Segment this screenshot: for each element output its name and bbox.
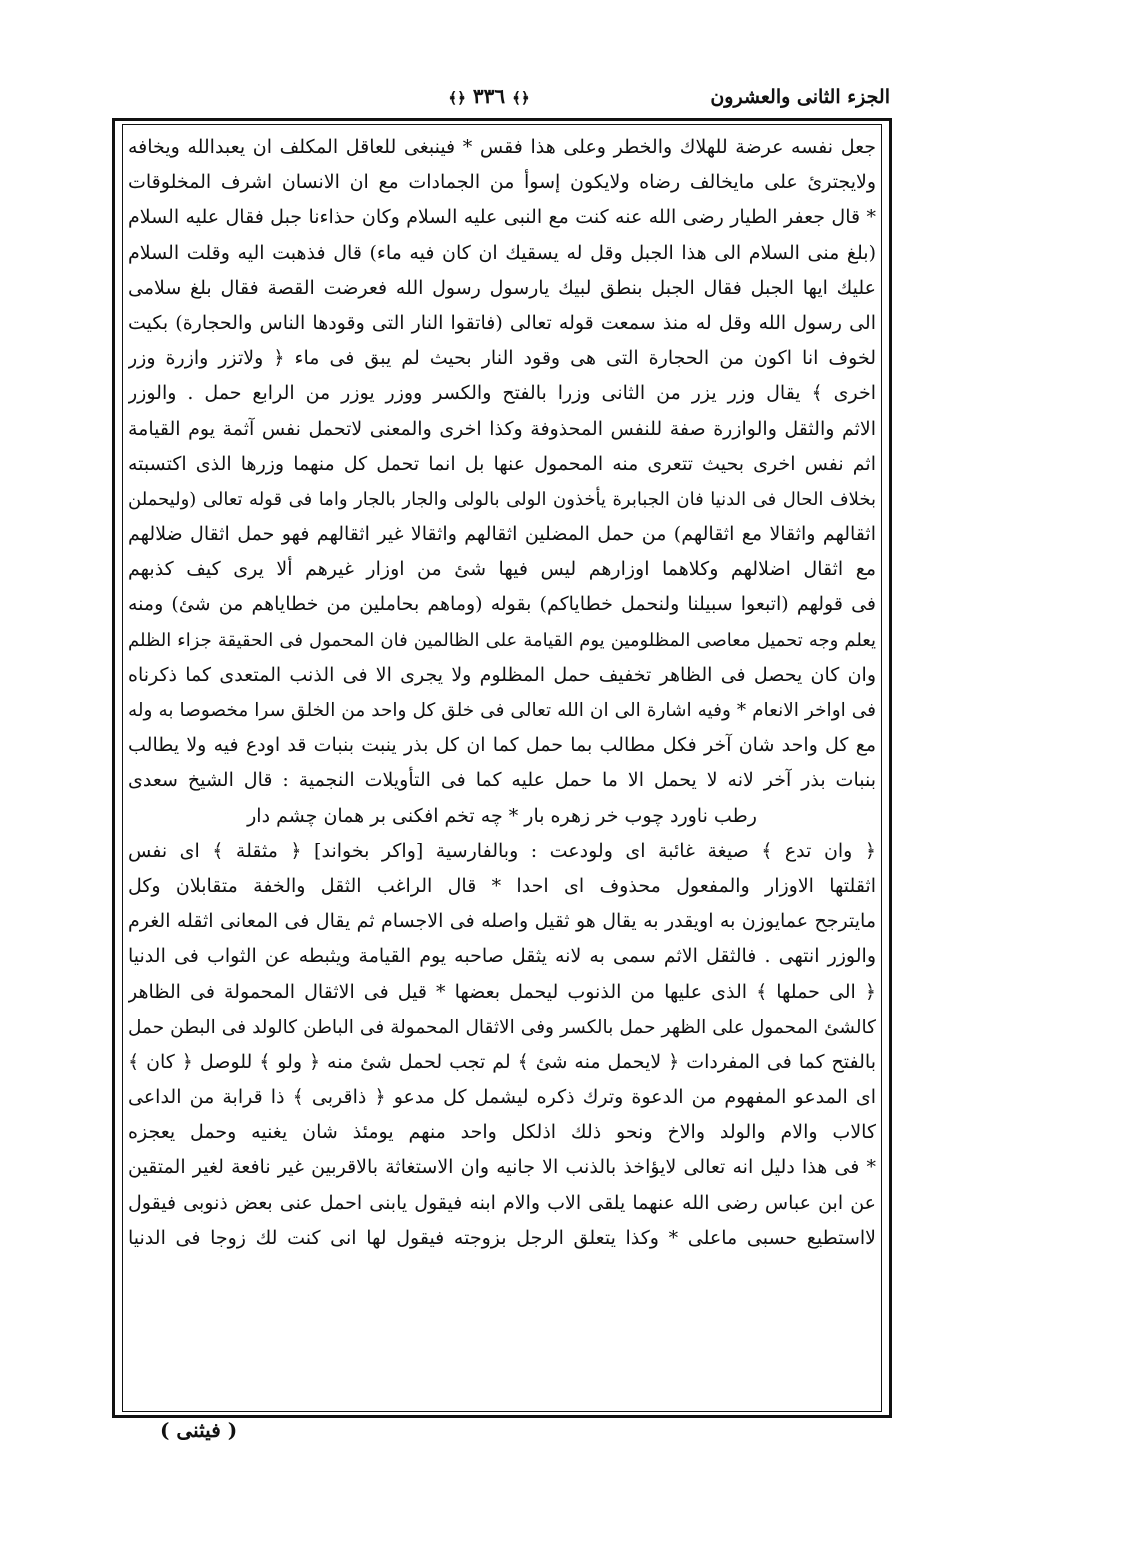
text-line: ﴿ الى حملها ﴾ الذى عليها من الذنوب ليحمل بعضها * قيل فى الاثقال المحمولة فى الظاهر xyxy=(128,980,876,1003)
text-line: * قال جعفر الطيار رضى الله عنه كنت مع النبى عليه السلام وكان حذاءنا جبل فقال عليه السلام xyxy=(128,206,876,229)
text-line: الى رسول الله وقل له منذ سمعت قوله تعالى (فاتقوا النار التى وقودها الناس والحجارة) بكيت xyxy=(128,311,876,334)
text-line: بالفتح كما فى المفردات ﴿ لايحمل منه شئ ﴾ لم تجب لحمل شئ منه ﴿ ولو ﴾ للوصل ﴿ كان ﴾ xyxy=(128,1050,876,1073)
ornament-right-icon: ﴿﴾ xyxy=(512,88,530,107)
main-text-block xyxy=(128,130,876,1256)
text-line: والوزر انتهى . فالثقل الاثم سمى به لانه يثقل صاحبه يوم القيامة ويثبطه عن الثواب فى الدنيا xyxy=(128,945,876,968)
text-line: اثقالهم واثقالا مع اثقالهم) من حمل المضلين اثقالهم واثقالا غير اثقالهم فهو حمل اثقال ضلالهم xyxy=(128,523,876,546)
text-line: اى المدعو المفهوم من الدعوة وترك ذكره ليشمل كل مدعو ﴿ ذاقربى ﴾ ذا قرابة من الداعى xyxy=(128,1086,876,1109)
text-line: * فى هذا دليل انه تعالى لايؤاخذ بالذنب الا جانيه وان الاستغاثة بالاقربين غير نافعة لغير المتقين xyxy=(128,1156,876,1179)
text-line: بنبات بذر آخر لانه لا يحمل الا ما حمل عليه كما فى التأويلات النجمية : قال الشيخ سعدى xyxy=(128,769,876,792)
text-line: ولايجترئ على مايخالف رضاه ولايكون إسوأ من الجمادات مع ان الانسان اشرف المخلوقات xyxy=(128,171,876,194)
page-number-block xyxy=(424,84,554,108)
text-line: اخرى ﴾ يقال وزر يزر من الثانى وزرا بالفتح والكسر ووزر يوزر من الرابع حمل . والوزر xyxy=(128,382,876,405)
text-line: بخلاف الحال فى الدنيا فان الجبابرة يأخذون الولى بالولى والجار بالجار واما فى قوله تعالى (وليحملن xyxy=(128,488,876,510)
catchword: ( فيثنى ) xyxy=(160,1418,238,1442)
text-line: الاثم والثقل والوازرة صفة للنفس المحذوفة وكذا اخرى والمعنى لاتحمل نفس آثمة يوم القيامة xyxy=(128,417,876,440)
running-head-title: الجزء الثانى والعشرون xyxy=(710,86,890,108)
text-line: ﴿ وان تدع ﴾ صيغة غائبة اى ولودعت : وبالفارسية [واكر بخواند] ﴿ مثقلة ﴾ اى نفس xyxy=(128,839,876,862)
page-header xyxy=(110,82,890,118)
ornament-left-icon: ﴿﴾ xyxy=(448,88,466,107)
text-line: مايترجح عمايوزن به اويقدر به يقال هو ثقيل واصله فى الاجسام ثم يقال فى المعانى اثقله الغرم xyxy=(128,910,876,933)
text-line: (بلغ منى السلام الى هذا الجبل وقل له يسقيك ان كان فيه ماء) قال فذهبت اليه وقلت السلام xyxy=(128,241,876,264)
text-line: مع اثقال اضلالهم وكلاهما اوزارهم ليس فيها شئ من اوزار غيرهم ألا يرى كيف كذبهم xyxy=(128,558,876,581)
text-line: كالشئ المحمول على الظهر حمل بالكسر وفى الاثقال المحمولة فى الباطن كالولد فى البطن حمل xyxy=(128,1016,876,1038)
text-line: وان كان يحصل فى الظاهر تخفيف حمل المظلوم ولا يجرى الا فى الذنب المتعدى كما ذكرناه xyxy=(128,663,876,686)
text-line: عليك ايها الجبل فقال الجبل بنطق لبيك يارسول رسول الله فعرضت القصة فقال بلغ سلامى xyxy=(128,276,876,299)
poem-verse-line: رطب ناورد چوب خر زهره بار * چه تخم افكنى بر همان چشم دار xyxy=(247,804,757,827)
page-number: ٣٣٦ xyxy=(472,84,506,108)
text-line: فى قولهم (اتبعوا سبيلنا ولنحمل خطاياكم) بقوله (وماهم بحاملين من خطاياهم من شئ) ومنه xyxy=(128,593,876,616)
text-line: لخوف انا اكون من الحجارة التى هى وقود النار بحيث لم يبق فى ماء ﴿ ولاتزر وازرة وزر xyxy=(128,347,876,370)
text-line: لااستطيع حسبى ماعلى * وكذا يتعلق الرجل بزوجته فيقول لها انى كنت لك زوجا فى الدنيا xyxy=(128,1226,876,1249)
text-line: مع كل واحد شان آخر فكل مطالب بما حمل كما ان كل بذر ينبت بنبات قد اودع فيه ولا يطالب xyxy=(128,734,876,757)
text-line: فى اواخر الانعام * وفيه اشارة الى ان الله تعالى فى خلق كل واحد من الخلق سرا مخصوصا به وله xyxy=(128,700,876,721)
text-line: كالاب والام والولد والاخ ونحو ذلك اذلكل واحد منهم يومئذ شان يغنيه وحمل يعجزه xyxy=(128,1121,876,1144)
text-line: عن ابن عباس رضى الله عنهما يلقى الاب والام ابنه فيقول يابنى احمل عنى بعض ذنوبى فيقول xyxy=(128,1191,876,1214)
text-line: اثقلتها الاوزار والمفعول محذوف اى احدا * قال الراغب الثقل والخفة متقابلان وكل xyxy=(128,874,876,897)
text-line: اثم نفس اخرى بحيث تتعرى منه المحمول عنها بل انما تحمل كل منهما وزرها الذى اكتسبته xyxy=(128,452,876,475)
text-line: جعل نفسه عرضة للهلاك والخطر وعلى هذا فقس * فينبغى للعاقل المكلف ان يعبدالله ويخافه xyxy=(128,136,876,158)
text-line: يعلم وجه تحميل معاصى المظلومين يوم القيامة على الظالمين فان المحمول فى الحقيقة جزاء الظلم xyxy=(128,629,876,651)
